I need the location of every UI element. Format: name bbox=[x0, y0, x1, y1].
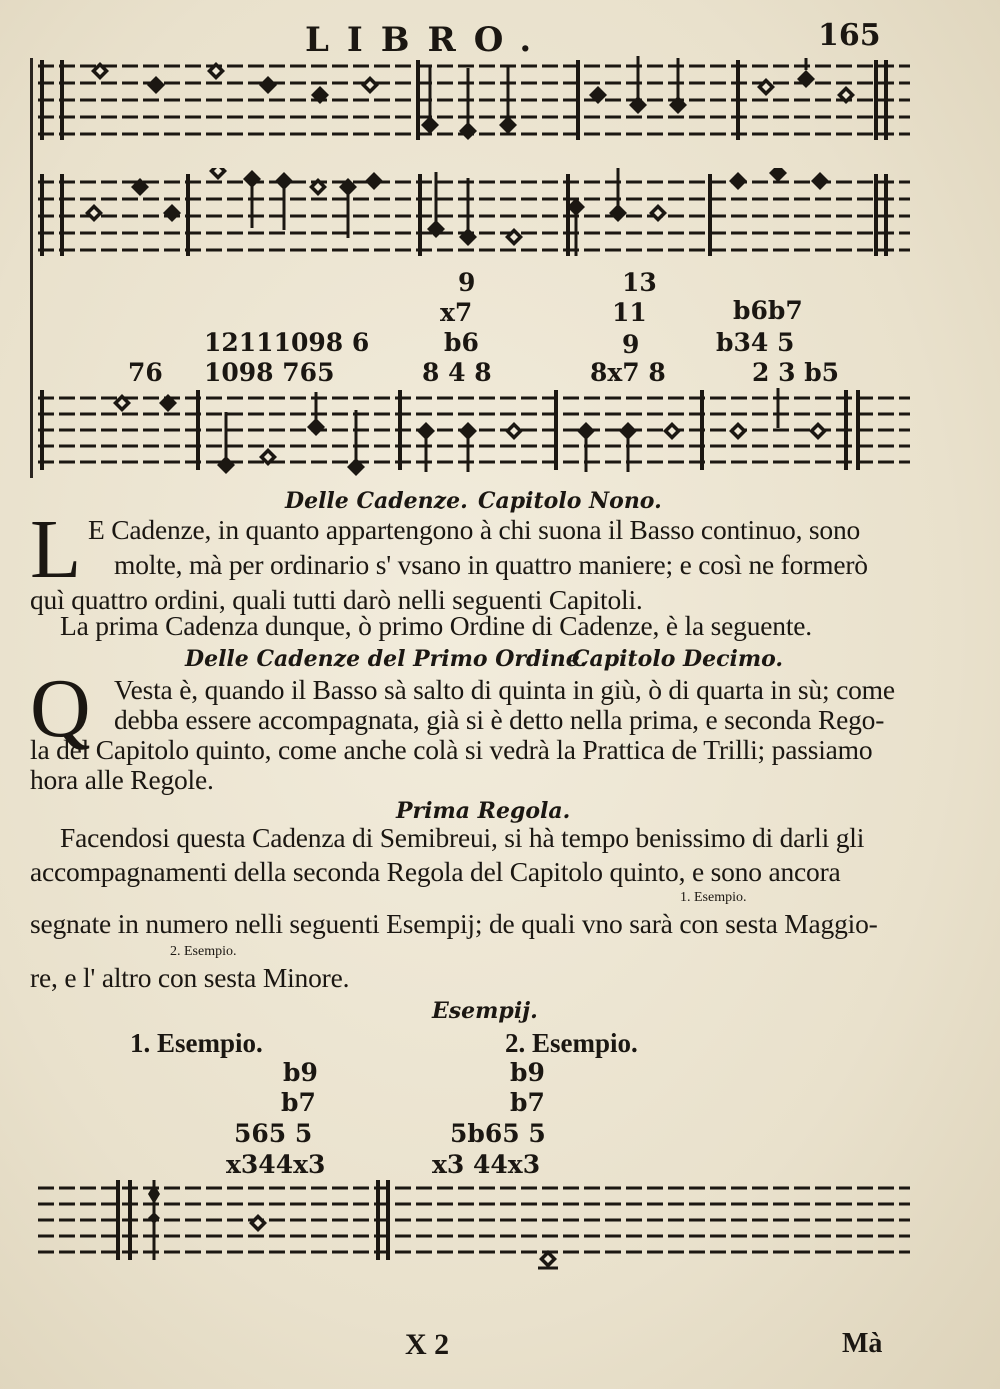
ex1-figure-565-5: 565 5 bbox=[234, 1119, 313, 1148]
chapter-10-heading-right: Capitolo Decimo. bbox=[572, 646, 784, 672]
running-header: LIBRO. bbox=[305, 20, 550, 60]
music-staff-4 bbox=[38, 1180, 910, 1280]
chapter-9-heading-right: Capitolo Nono. bbox=[478, 488, 662, 514]
chapter-10-line-4: hora alle Regole. bbox=[30, 764, 214, 795]
figure-2-3-b5: 2 3 b5 bbox=[752, 358, 840, 387]
catchword: Mà bbox=[842, 1328, 883, 1359]
chapter-9-line-1: E Cadenze, in quanto appartengono à chi suona il Basso continuo, sono bbox=[88, 514, 861, 545]
music-staff-1 bbox=[38, 56, 910, 142]
page-number: 165 bbox=[818, 18, 881, 53]
esempio-1-label: 1. Esempio. bbox=[130, 1028, 263, 1058]
esempij-heading: Esempij. bbox=[432, 998, 538, 1024]
music-staff-3 bbox=[38, 388, 910, 478]
chapter-10-line-2: debba essere accompagnata, già si è detto nella prima, e seconda Rego- bbox=[114, 704, 885, 735]
figure-b34-5: b34 5 bbox=[716, 328, 795, 357]
figure-b6: b6 bbox=[444, 328, 479, 357]
figure-13: 13 bbox=[622, 268, 657, 297]
ex1-figure-b9: b9 bbox=[283, 1058, 318, 1087]
music-staff-2 bbox=[38, 168, 910, 260]
margin-note-esempio-2: 2. Esempio. bbox=[170, 944, 237, 959]
staff-2-notation bbox=[38, 168, 910, 260]
chapter-10-line-3: la del Capitolo quinto, come anche colà si vedrà la Prattica de Trilli; passiamo bbox=[30, 734, 873, 765]
regola-line-3: segnate in numero nelli seguenti Esempij; de quali vno sarà con sesta Maggio- bbox=[30, 908, 878, 939]
ex1-figure-b7: b7 bbox=[281, 1088, 316, 1117]
regola-line-2: accompagnamenti della seconda Regola del Capitolo quinto, e sono ancora bbox=[30, 856, 841, 887]
ex1-figure-x344x3: x344x3 bbox=[226, 1150, 326, 1179]
figure-9: 9 bbox=[458, 268, 476, 297]
signature-mark: X 2 bbox=[405, 1328, 450, 1361]
ex2-figure-b9: b9 bbox=[510, 1058, 545, 1087]
drop-cap-l: L bbox=[30, 503, 82, 596]
ex2-figure-b7: b7 bbox=[510, 1088, 545, 1117]
chapter-9-heading-left: Delle Cadenze. bbox=[285, 488, 468, 514]
figure-8-4-8: 8 4 8 bbox=[422, 358, 492, 387]
figure-b6b7: b6b7 bbox=[733, 296, 803, 325]
staff-1-notation bbox=[38, 56, 910, 142]
chapter-10-line-1: Vesta è, quando il Basso sà salto di quinta in giù, ò di quarta in sù; come bbox=[114, 674, 895, 705]
figure-11: 11 bbox=[612, 298, 647, 327]
esempio-2-label: 2. Esempio. bbox=[505, 1028, 638, 1058]
staff-3-notation bbox=[38, 388, 910, 478]
figure-12111098-6: 12111098 6 bbox=[204, 328, 370, 357]
chapter-9-line-2: molte, mà per ordinario s' vsano in quattro maniere; e così ne formerò bbox=[114, 549, 868, 580]
chapter-9-line-4: La prima Cadenza dunque, ò primo Ordine di Cadenze, è la seguente. bbox=[60, 610, 812, 641]
figure-x7: x7 bbox=[440, 298, 473, 327]
chapter-10-heading-left: Delle Cadenze del Primo Ordine. bbox=[185, 646, 588, 672]
figure-8x7-8: 8x7 8 bbox=[590, 358, 666, 387]
ex2-figure-5b65-5: 5b65 5 bbox=[450, 1119, 546, 1148]
ex2-figure-x3-44x3: x3 44x3 bbox=[432, 1150, 541, 1179]
figure-1098-765: 1098 765 bbox=[204, 358, 335, 387]
regola-line-1: Facendosi questa Cadenza di Semibreui, si hà tempo benissimo di darli gli bbox=[60, 822, 865, 853]
regola-line-4: re, e l' altro con sesta Minore. bbox=[30, 962, 350, 993]
regola-heading: Prima Regola. bbox=[396, 798, 571, 824]
chapter-9-line-3: quì quattro ordini, quali tutti darò nelli seguenti Capitoli. bbox=[30, 584, 643, 615]
figure-9-b: 9 bbox=[622, 330, 640, 359]
drop-cap-q: Q bbox=[30, 662, 91, 755]
figure-76: 76 bbox=[128, 358, 163, 387]
margin-note-esempio-1: 1. Esempio. bbox=[680, 890, 747, 905]
left-bracket-line bbox=[30, 58, 33, 478]
staff-4-notation bbox=[38, 1180, 910, 1280]
